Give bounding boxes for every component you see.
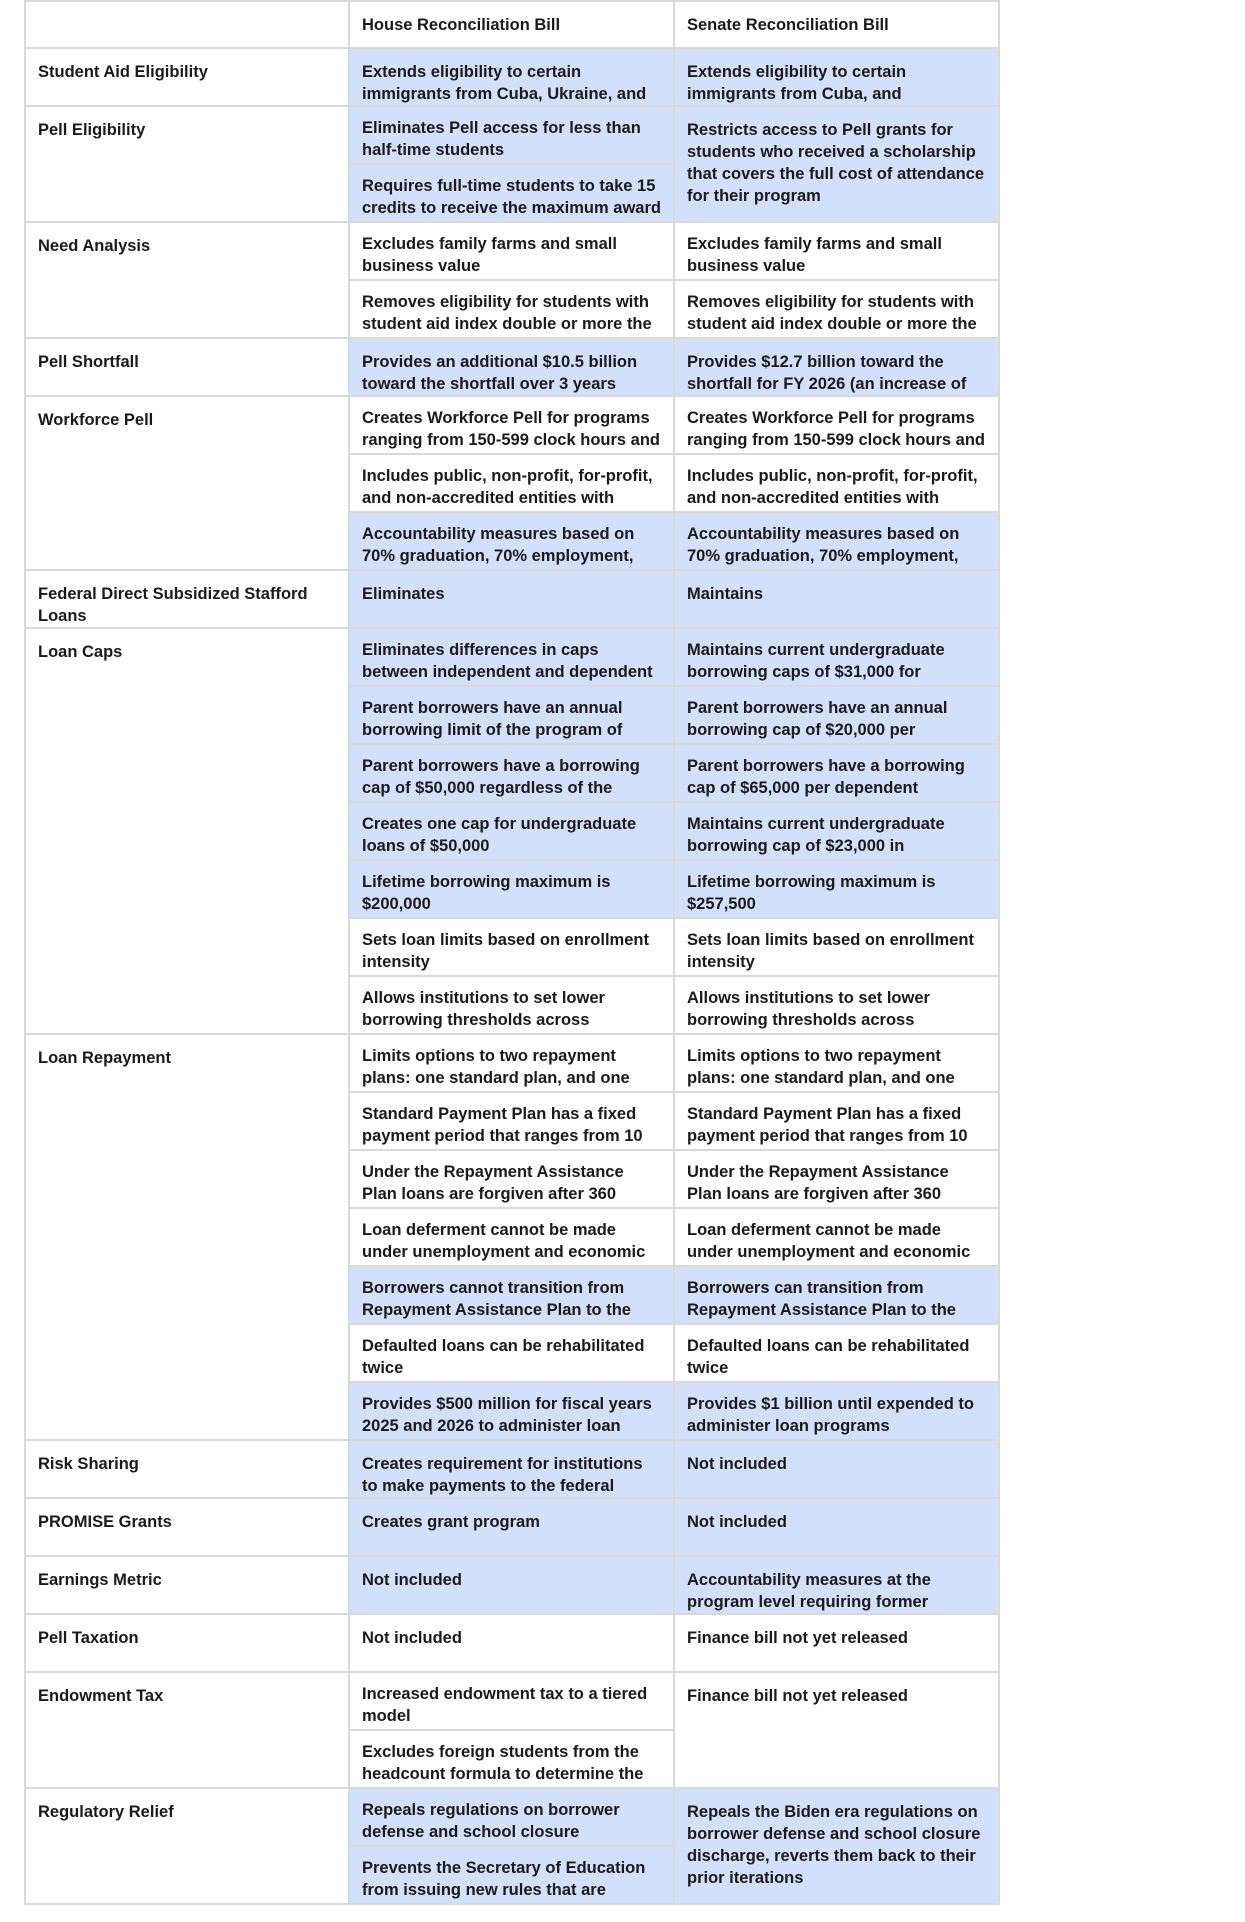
senate-cell: Extends eligibility to certain immigrants from Cuba, and [673, 47, 1000, 107]
senate-cell: Borrowers can transition from Repayment Assistance Plan to the [673, 1265, 1000, 1325]
house-cell: Extends eligibility to certain immigrants from Cuba, Ukraine, and [348, 47, 675, 107]
house-cell: Under the Repayment Assistance Plan loans are forgiven after 360 [348, 1149, 675, 1209]
senate-cell: Repeals the Biden era regulations on borrower defense and school closure discharge, reverts them back to their prior iterations [673, 1787, 1000, 1905]
house-cell: Eliminates differences in caps between independent and dependent [348, 627, 675, 687]
senate-cell: Finance bill not yet released [673, 1613, 1000, 1673]
house-cell: Not included [348, 1555, 675, 1615]
row-label: Federal Direct Subsidized Stafford Loans [24, 569, 350, 629]
senate-cell: Sets loan limits based on enrollment intensity [673, 917, 1000, 977]
senate-cell: Defaulted loans can be rehabilitated twice [673, 1323, 1000, 1383]
house-cell: Creates grant program [348, 1497, 675, 1557]
house-cell: Lifetime borrowing maximum is $200,000 [348, 859, 675, 919]
senate-cell: Lifetime borrowing maximum is $257,500 [673, 859, 1000, 919]
header-senate: Senate Reconciliation Bill [673, 0, 1000, 49]
house-cell: Limits options to two repayment plans: one standard plan, and one [348, 1033, 675, 1093]
senate-cell: Not included [673, 1497, 1000, 1557]
house-cell: Creates one cap for undergraduate loans of $50,000 [348, 801, 675, 861]
senate-cell: Maintains current undergraduate borrowing cap of $23,000 in [673, 801, 1000, 861]
house-cell: Sets loan limits based on enrollment intensity [348, 917, 675, 977]
house-cell: Standard Payment Plan has a fixed payment period that ranges from 10 [348, 1091, 675, 1151]
house-cell: Parent borrowers have a borrowing cap of $50,000 regardless of the [348, 743, 675, 803]
senate-cell: Restricts access to Pell grants for students who received a scholarship that covers the full cost of attendance for their program [673, 105, 1000, 223]
senate-cell: Not included [673, 1439, 1000, 1499]
senate-cell: Provides $1 billion until expended to administer loan programs [673, 1381, 1000, 1441]
comparison-table [24, 0, 1220, 1916]
senate-cell: Includes public, non-profit, for-profit, and non-accredited entities with [673, 453, 1000, 513]
house-cell: Parent borrowers have an annual borrowing limit of the program of [348, 685, 675, 745]
row-label: Pell Eligibility [24, 105, 350, 223]
row-label: PROMISE Grants [24, 1497, 350, 1557]
row-label: Workforce Pell [24, 395, 350, 571]
house-cell: Provides an additional $10.5 billion toward the shortfall over 3 years [348, 337, 675, 397]
row-label: Pell Shortfall [24, 337, 350, 397]
house-cell: Not included [348, 1613, 675, 1673]
house-cell: Loan deferment cannot be made under unemployment and economic [348, 1207, 675, 1267]
house-cell: Requires full-time students to take 15 credits to receive the maximum award [348, 163, 675, 223]
senate-cell: Maintains current undergraduate borrowing caps of $31,000 for [673, 627, 1000, 687]
senate-cell: Excludes family farms and small business value [673, 221, 1000, 281]
house-cell: Removes eligibility for students with student aid index double or more the [348, 279, 675, 339]
senate-cell: Loan deferment cannot be made under unemployment and economic [673, 1207, 1000, 1267]
house-cell: Eliminates Pell access for less than half-time students [348, 105, 675, 165]
senate-cell: Under the Repayment Assistance Plan loans are forgiven after 360 [673, 1149, 1000, 1209]
senate-cell: Maintains [673, 569, 1000, 629]
row-label: Loan Repayment [24, 1033, 350, 1441]
senate-cell: Provides $12.7 billion toward the shortfall for FY 2026 (an increase of [673, 337, 1000, 397]
senate-cell: Finance bill not yet released [673, 1671, 1000, 1789]
house-cell: Excludes foreign students from the headcount formula to determine the [348, 1729, 675, 1789]
house-cell: Prevents the Secretary of Education from issuing new rules that are [348, 1845, 675, 1905]
row-label: Risk Sharing [24, 1439, 350, 1499]
header-house: House Reconciliation Bill [348, 0, 675, 49]
row-label: Loan Caps [24, 627, 350, 1035]
house-cell: Includes public, non-profit, for-profit, and non-accredited entities with [348, 453, 675, 513]
senate-cell: Allows institutions to set lower borrowing thresholds across [673, 975, 1000, 1035]
house-cell: Provides $500 million for fiscal years 2025 and 2026 to administer loan [348, 1381, 675, 1441]
house-cell: Allows institutions to set lower borrowing thresholds across [348, 975, 675, 1035]
row-label: Student Aid Eligibility [24, 47, 350, 107]
house-cell: Creates Workforce Pell for programs ranging from 150-599 clock hours and [348, 395, 675, 455]
header-cell-empty [24, 0, 350, 49]
house-cell: Borrowers cannot transition from Repayment Assistance Plan to the [348, 1265, 675, 1325]
senate-cell: Parent borrowers have an annual borrowing cap of $20,000 per [673, 685, 1000, 745]
senate-cell: Removes eligibility for students with student aid index double or more the [673, 279, 1000, 339]
house-cell: Eliminates [348, 569, 675, 629]
house-cell: Defaulted loans can be rehabilitated twice [348, 1323, 675, 1383]
house-cell: Excludes family farms and small business value [348, 221, 675, 281]
row-label: Endowment Tax [24, 1671, 350, 1789]
senate-cell: Parent borrowers have a borrowing cap of $65,000 per dependent [673, 743, 1000, 803]
senate-cell: Limits options to two repayment plans: one standard plan, and one [673, 1033, 1000, 1093]
senate-cell: Standard Payment Plan has a fixed payment period that ranges from 10 [673, 1091, 1000, 1151]
row-label: Regulatory Relief [24, 1787, 350, 1905]
senate-cell: Creates Workforce Pell for programs ranging from 150-599 clock hours and [673, 395, 1000, 455]
house-cell: Accountability measures based on 70% graduation, 70% employment, [348, 511, 675, 571]
house-cell: Increased endowment tax to a tiered model [348, 1671, 675, 1731]
row-label: Earnings Metric [24, 1555, 350, 1615]
senate-cell: Accountability measures at the program level requiring former [673, 1555, 1000, 1615]
house-cell: Repeals regulations on borrower defense and school closure [348, 1787, 675, 1847]
row-label: Pell Taxation [24, 1613, 350, 1673]
row-label: Need Analysis [24, 221, 350, 339]
house-cell: Creates requirement for institutions to make payments to the federal [348, 1439, 675, 1499]
senate-cell: Accountability measures based on 70% graduation, 70% employment, [673, 511, 1000, 571]
